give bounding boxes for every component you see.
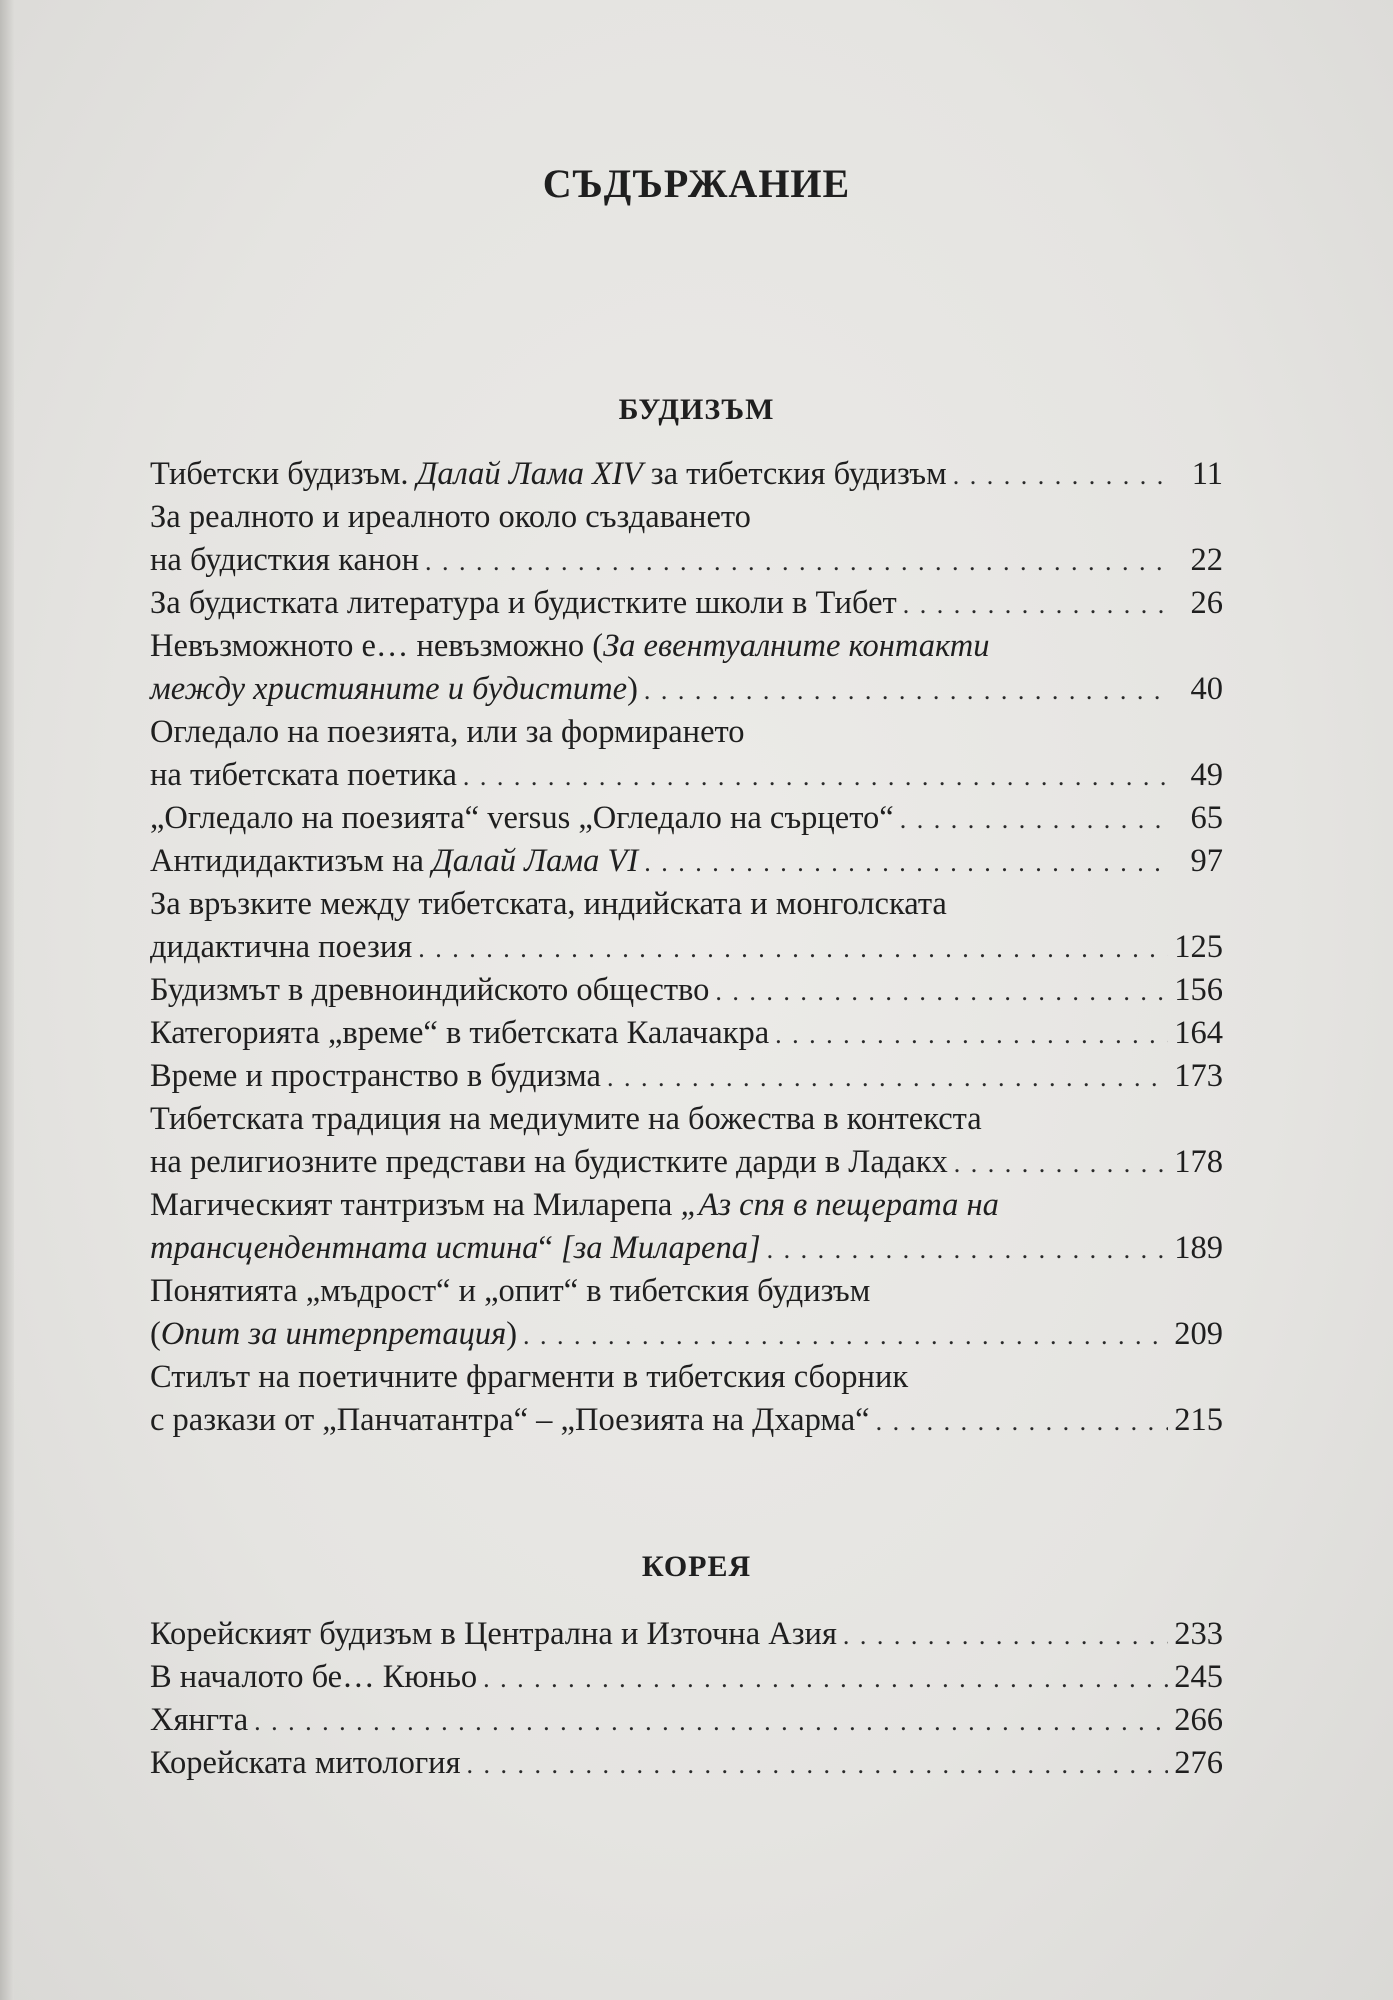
leader-dots: [523, 1314, 1168, 1357]
leader-dots: [954, 1142, 1168, 1185]
entry-text: за тибетския будизъм: [642, 456, 947, 492]
toc-entry: [150, 1012, 1223, 1055]
page-number: 178: [1174, 1144, 1223, 1180]
toc-entry: [150, 969, 1223, 1012]
page-number: 26: [1190, 585, 1223, 621]
toc-entry: [150, 1656, 1223, 1699]
leader-dots: [467, 1743, 1169, 1786]
page-number: 40: [1190, 671, 1223, 707]
entry-text: ): [627, 671, 638, 707]
entry-text-italic: Опит за интерпретация: [160, 1316, 507, 1352]
page-number: 245: [1174, 1659, 1223, 1695]
entry-text: Корейският будизъм в Централна и Източна Азия: [150, 1616, 837, 1652]
entry-text: на будисткия канон: [150, 542, 420, 578]
page-number: 49: [1190, 757, 1223, 793]
entry-text: За будистката литература и будистките школи в Тибет: [150, 585, 897, 621]
page-number: 276: [1174, 1745, 1223, 1781]
entry-text-italic: [за Миларепа]: [560, 1230, 761, 1266]
toc-entry: [150, 496, 1223, 582]
entry-text-italic: За евентуалните контакти: [603, 628, 990, 664]
page-number: 11: [1191, 456, 1223, 492]
leader-dots: [644, 669, 1169, 712]
section-heading-buddhism: БУДИЗЪМ: [618, 393, 775, 426]
entry-text: Тибетската традиция на медиумите на божества в контекста: [150, 1101, 982, 1137]
toc-entry: [150, 1055, 1223, 1098]
page-number: 97: [1190, 843, 1223, 879]
toc-entry: [150, 1098, 1223, 1184]
entry-text: Антидидактизъм на: [150, 843, 433, 879]
leader-dots: [425, 540, 1169, 583]
toc-entry: [150, 1184, 1223, 1270]
toc-entry: [150, 840, 1223, 883]
entry-text: В началото бе… Кюньо: [150, 1659, 478, 1695]
toc-entry: [150, 453, 1223, 496]
toc-entry: [150, 797, 1223, 840]
entry-text: Стилът на поетичните фрагменти в тибетския сборник: [150, 1359, 909, 1395]
toc-entry: [150, 1356, 1223, 1442]
entry-text: на религиозните представи на будистките дарди в Ладакх: [150, 1144, 948, 1180]
leader-dots: [775, 1013, 1168, 1056]
page-number: 215: [1174, 1402, 1223, 1438]
page-number: 209: [1174, 1316, 1223, 1352]
page-edge: [0, 0, 14, 2000]
toc-entry: [150, 1270, 1223, 1356]
toc-entry: [150, 582, 1223, 625]
page-number: 65: [1190, 800, 1223, 836]
entry-text: Корейската митология: [150, 1745, 461, 1781]
page-number: 266: [1174, 1702, 1223, 1738]
entry-text: дидактична поезия: [150, 929, 413, 965]
page-number: 156: [1174, 972, 1223, 1008]
entry-text: Огледало на поезията, или за формирането: [150, 714, 745, 750]
leader-dots: [418, 927, 1168, 970]
leader-dots: [715, 970, 1168, 1013]
toc-entry: [150, 1699, 1223, 1742]
toc-korea: [150, 1613, 1223, 1785]
entry-text: (: [150, 1316, 161, 1352]
leader-dots: [463, 755, 1169, 798]
entry-text-italic: Далай Лама XIV: [416, 456, 643, 492]
leader-dots: [254, 1700, 1168, 1743]
leader-dots: [483, 1657, 1168, 1700]
leader-dots: [903, 583, 1169, 626]
entry-text: За реалното и иреалното около създаването: [150, 499, 751, 535]
toc-buddhism: [150, 453, 1223, 1442]
toc-entry: [150, 883, 1223, 969]
page-title: СЪДЪРЖАНИЕ: [542, 161, 851, 206]
entry-text-italic: трансцендентната истина: [150, 1230, 539, 1266]
entry-text: ): [506, 1316, 518, 1352]
leader-dots: [953, 454, 1169, 497]
toc-entry: [150, 711, 1223, 797]
entry-text: „Огледало на поезията“ versus „Огледало на сърцето“: [150, 800, 894, 836]
entry-text: с разкази от „Панчатантра“ – „Поезията на Дхарма“: [150, 1402, 870, 1438]
page-number: 164: [1174, 1015, 1223, 1051]
toc-entry: [150, 1613, 1223, 1656]
leader-dots: [876, 1400, 1169, 1443]
leader-dots: [767, 1228, 1169, 1271]
entry-text: Време и пространство в будизма: [150, 1058, 601, 1094]
leader-dots: [900, 798, 1169, 841]
entry-text-italic: Далай Лама VI: [432, 843, 639, 879]
page-number: 22: [1190, 542, 1223, 578]
leader-dots: [644, 841, 1169, 884]
section-heading-korea: КОРЕЯ: [641, 1550, 752, 1583]
page-number: 233: [1174, 1616, 1223, 1652]
entry-text: на тибетската поетика: [150, 757, 457, 793]
leader-dots: [607, 1056, 1168, 1099]
entry-text: “: [538, 1230, 561, 1266]
leader-dots: [843, 1614, 1168, 1657]
entry-text-italic: „Аз спя в пещерата на: [680, 1187, 999, 1223]
entry-text: Тибетски будизъм.: [150, 456, 417, 492]
entry-text: Невъзможното е… невъзможно (: [150, 628, 604, 664]
toc-entry: [150, 625, 1223, 711]
entry-text: Категорията „време“ в тибетската Калачакра: [150, 1015, 770, 1051]
entry-text-italic: между християните и будистите: [150, 671, 628, 707]
entry-text: Магическият тантризъм на Миларепа: [150, 1187, 681, 1223]
page-number: 173: [1174, 1058, 1223, 1094]
page-number: 125: [1174, 929, 1223, 965]
entry-text: За връзките между тибетската, индийската и монголската: [150, 886, 947, 922]
entry-text: Понятията „мъдрост“ и „опит“ в тибетския будизъм: [150, 1273, 871, 1309]
page-number: 189: [1174, 1230, 1223, 1266]
entry-text: Будизмът в древноиндийското общество: [150, 972, 710, 1008]
toc-entry: [150, 1742, 1223, 1785]
entry-text: Хянгта: [150, 1702, 249, 1738]
